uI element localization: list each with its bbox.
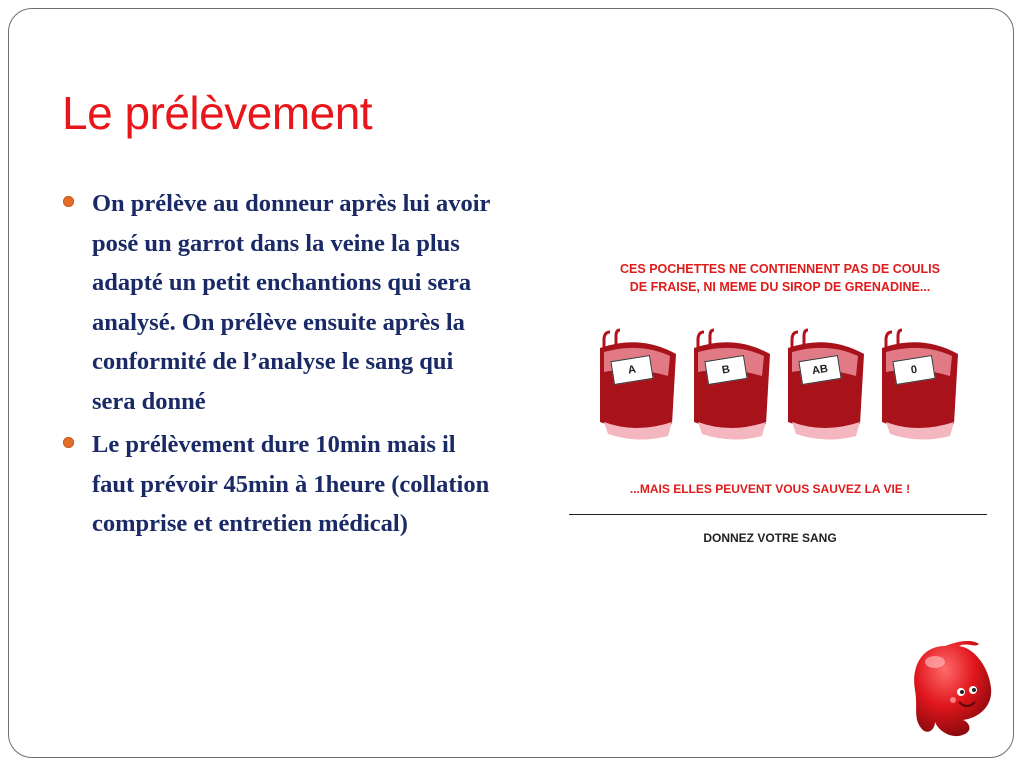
bullet-text: Le prélèvement dure 10min mais il faut prévoir 45min à 1heure (collation comprise et entretien médical) xyxy=(92,431,490,537)
blood-drop-mascot-icon xyxy=(905,640,997,742)
blood-bag-a xyxy=(590,326,682,446)
bag-label: A xyxy=(610,355,653,385)
blood-bag-icon xyxy=(684,326,776,446)
bag-label: B xyxy=(704,355,747,385)
bullet-dot-icon xyxy=(63,437,74,448)
blood-bag-0 xyxy=(872,326,964,446)
poster-tagline: ...MAIS ELLES PEUVENT VOUS SAUVEZ LA VIE ! xyxy=(629,482,911,496)
bag-label: 0 xyxy=(892,355,935,385)
blood-bag-icon xyxy=(778,326,870,446)
blood-bag-icon xyxy=(590,326,682,446)
poster-headline-line: CES POCHETTES NE CONTIENNENT PAS DE COULIS xyxy=(620,262,940,276)
blood-donation-poster xyxy=(560,252,1000,552)
blood-drop-mascot xyxy=(905,640,997,742)
blood-bag-ab xyxy=(778,326,870,446)
bullet-item xyxy=(62,425,492,544)
poster-headline-line: DE FRAISE, NI MEME DU SIROP DE GRENADINE... xyxy=(629,280,931,294)
bullet-list xyxy=(62,184,492,548)
bullet-item xyxy=(62,184,492,421)
poster-call-to-action: DONNEZ VOTRE SANG xyxy=(703,531,837,545)
poster-divider xyxy=(569,514,987,515)
bag-label: AB xyxy=(798,355,841,385)
blood-bag-b xyxy=(684,326,776,446)
blood-bag-icon xyxy=(872,326,964,446)
slide-title: Le prélèvement xyxy=(62,87,373,139)
poster-headline xyxy=(560,260,1000,296)
bullet-text: On prélève au donneur après lui avoir posé un garrot dans la veine la plus adapté un petit enchantions qui sera analysé. On prélève ensuite après la conformité de l’analyse le sang qui sera donné xyxy=(92,190,490,415)
bullet-dot-icon xyxy=(63,196,74,207)
